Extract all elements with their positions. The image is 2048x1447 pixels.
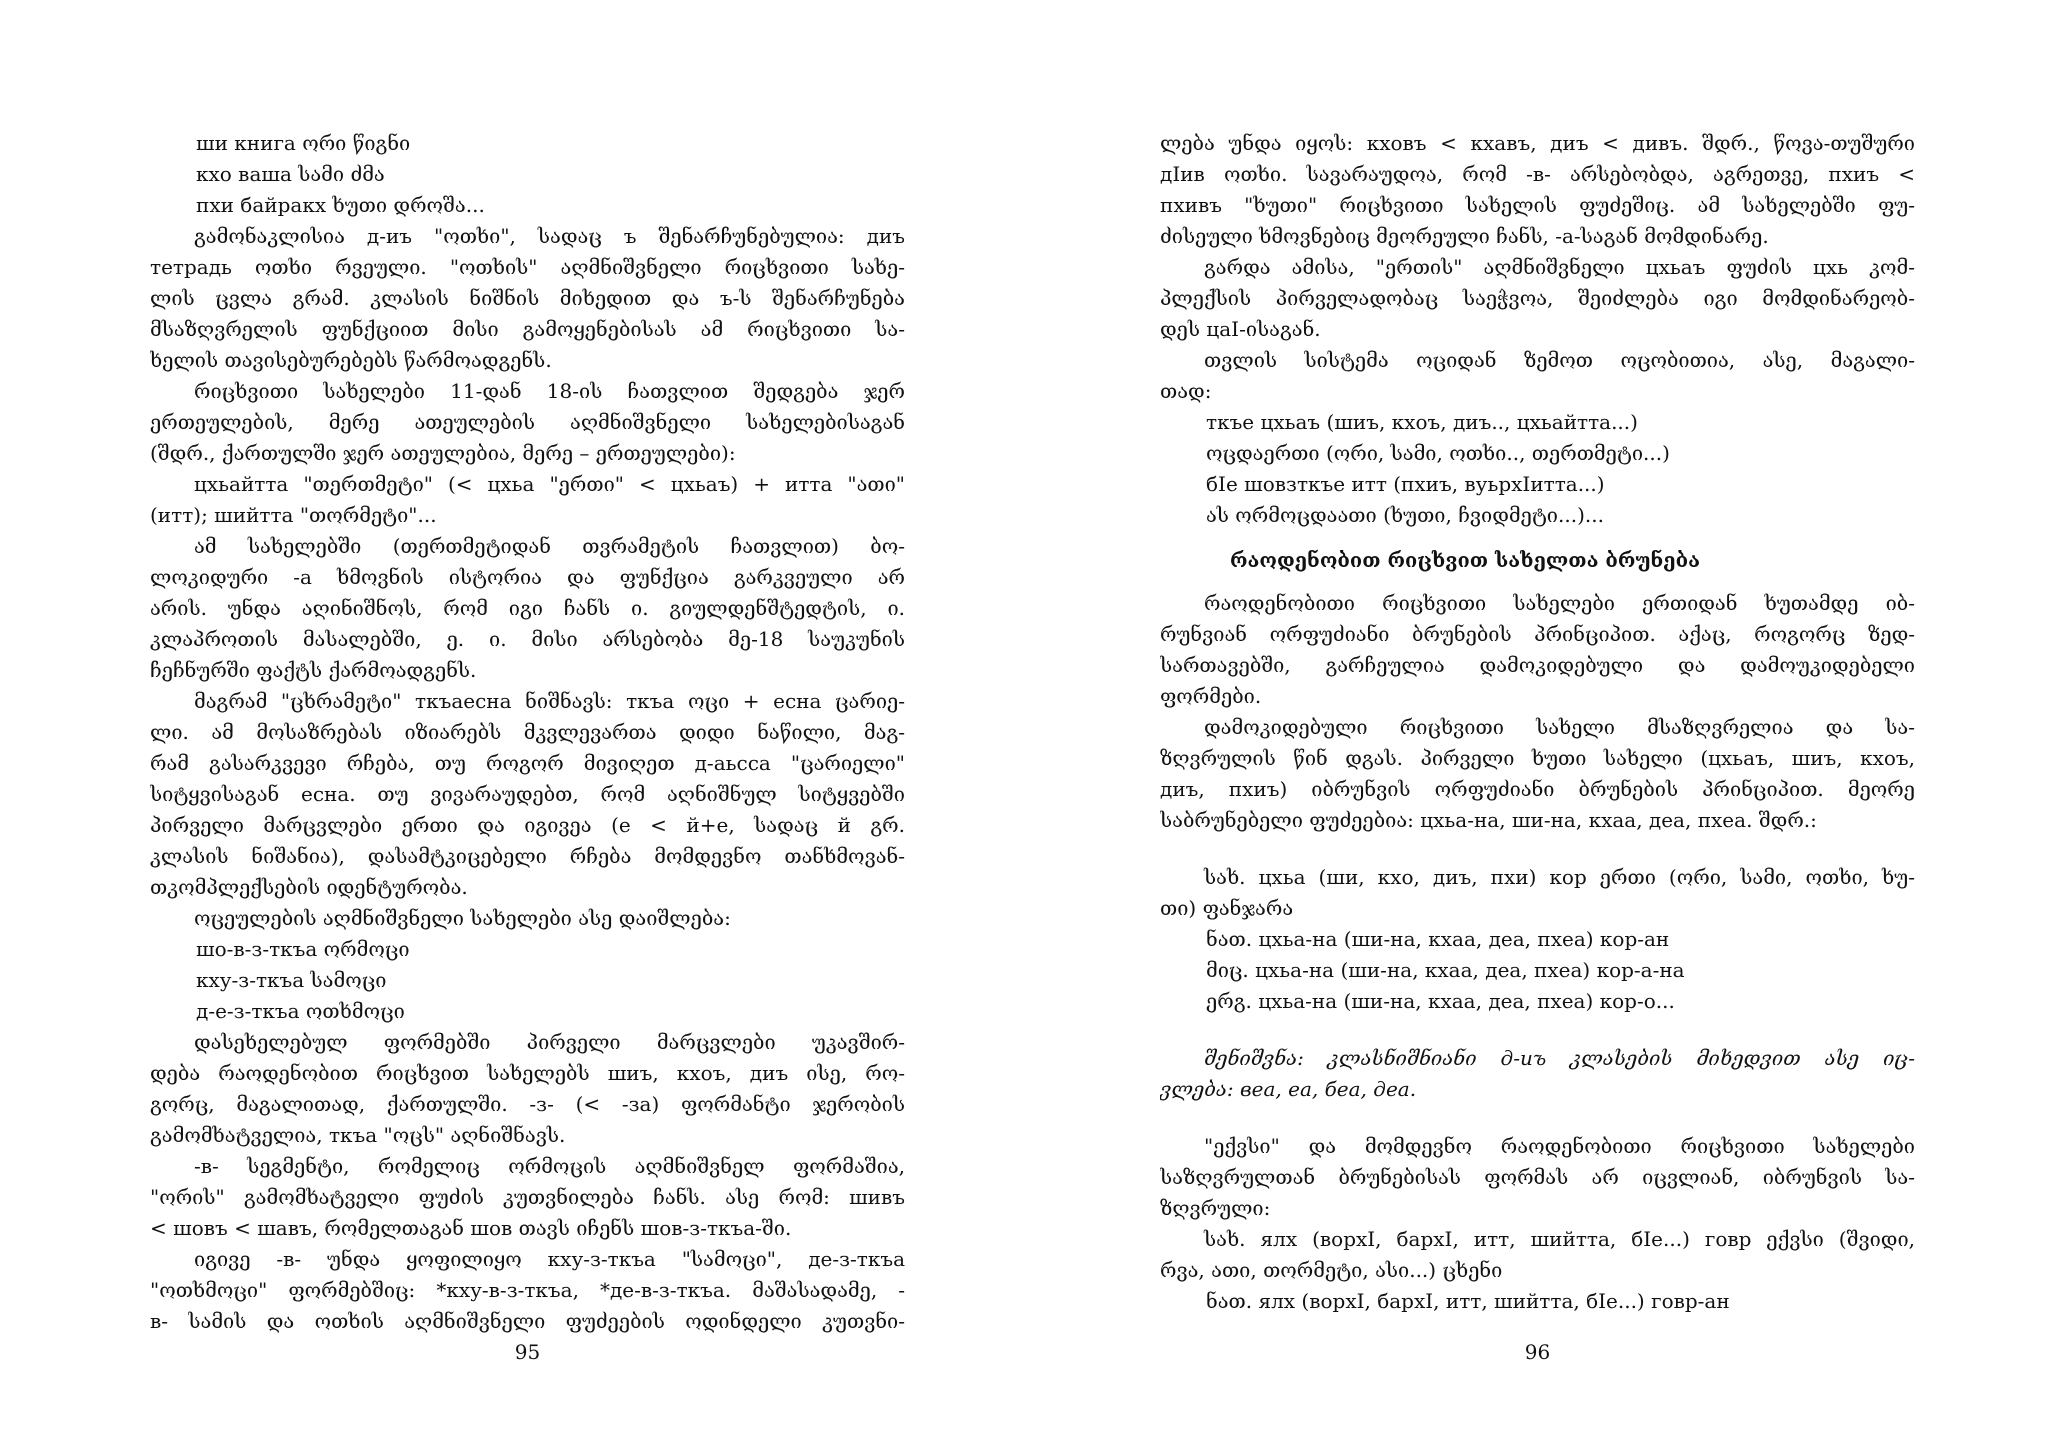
text-line: ზღვრულის წინ დგას. პირველი ხუთი სახელი (цхьаъ, шиъ, кхоъ,	[1160, 746, 1915, 770]
text-line: მაგრამ "ცხრამეტი" ткъаесна ნიშნავს: ткъа ოცი + есна ცარიე-	[194, 689, 905, 713]
text-line: < шовъ < шавъ, რომელთაგან шов თავს იჩენს шов-з-ткъа-ში.	[150, 1216, 792, 1240]
text-line: ოცეულების აღმნიშვნელი სახელები ასე დაიშლება:	[194, 906, 731, 930]
text-line: რაოდენობითი რიცხვითი სახელები ერთიდან ხუთამდე იბ-	[1204, 591, 1915, 615]
text-line: თკომპლექსების იდენტურობა.	[150, 875, 468, 899]
text-line: დასეხელებულ ფორმებში პირველი მარცვლები უკავშირ-	[194, 1030, 905, 1054]
text-line: არის. უნდა აღინიშნოს, რომ იგი ჩანს ი. გიულდენშტედტის, ი.	[150, 596, 905, 620]
text-line: საზღვრულთან ბრუნებისას ფორმას არ იცვლიან, იბრუნვის სა-	[1160, 1165, 1915, 1189]
text-line: -в- სეგმენტი, რომელიც ორმოცის აღმნიშვნელ ფორმაშია,	[194, 1154, 905, 1178]
text-line: ლი. ამ მოსაზრებას იზიარებს მკვლევართა დიდი ნაწილი, მაგ-	[150, 720, 905, 744]
text-line: тетрадь ოთხი რვეული. "ოთხის" აღმნიშვნელი რიცხვითი სახე-	[150, 255, 905, 279]
text-line: шо-в-з-ткъа ორმოცი	[196, 937, 410, 961]
text-line: რვა, ათი, თორმეტი, ასი...) ცხენი	[1160, 1258, 1503, 1282]
text-line: თად:	[1160, 379, 1212, 403]
right-page-text	[1160, 128, 1915, 1317]
text-line: მიც. цхьа-на (ши-на, кхаа, деа, пхеа) кор-а-на	[1206, 958, 1685, 982]
text-line: კლასის ნიშანია), დასამტკიცებელი რჩება მომდევნო თანხმოვან-	[150, 844, 905, 868]
text-line: (итт); шийтта "თორმეტი"...	[150, 503, 437, 527]
text-line: ფორმები.	[1160, 684, 1262, 708]
text-line: დება რაოდენობით რიცხვით სახელებს шиъ, кхоъ, диъ ისე, რო-	[150, 1061, 905, 1085]
text-line: ას ორმოცდაათი (ხუთი, ჩვიდმეტი...)...	[1206, 503, 1604, 527]
text-line: ши книга ორი წიგნი	[196, 131, 411, 155]
text-line: სახ. ялх (ворхI, бархI, итт, шийтта, бIе...) говр ექვსი (შვიდი,	[1204, 1227, 1915, 1251]
text-line: შენიშვნა: კლასნიშნიანი д-иъ კლასების მიხედვით ასე იც-	[1204, 1046, 1915, 1070]
text-line: პლექსის პირველადობაც საეჭვოა, შეიძლება იგი მომდინარეობ-	[1160, 286, 1915, 310]
text-line: გარდა ამისა, "ერთის" აღმნიშვნელი цхьаъ ფუძის цхь კომ-	[1204, 255, 1915, 279]
text-line: დეს цаI-ისაგან.	[1160, 317, 1321, 341]
text-line: ლება უნდა იყოს: кховъ < кхавъ, диъ < дивъ. შდრ., წოვა-თუშური	[1160, 131, 1915, 155]
text-line: ნათ. цхьа-на (ши-на, кхаа, деа, пхеа) кор-ан	[1206, 927, 1670, 951]
section-heading: რაოდენობით რიცხვით სახელთა ბრუნება	[1230, 548, 1700, 572]
text-line: в- სამის და ოთხის აღმნიშვნელი ფუძეების ოდინდელი კუთვნი-	[150, 1309, 905, 1333]
text-line: კლაპროთის მასალებში, ე. ი. მისი არსებობა მე-18 საუკუნის	[150, 627, 905, 651]
text-line: ერთეულების, მერე ათეულების აღმნიშვნელი სახელებისაგან	[150, 410, 905, 434]
text-line: ლის ცვლა გრამ. კლასის ნიშნის მიხედით და ъ-ს შენარჩუნება	[150, 286, 905, 310]
text-line: რუნვიან ორფუძიანი ბრუნების პრინციპით. აქაც, როგორც ზედ-	[1160, 622, 1915, 646]
text-line: ხელის თავისებურებებს წარმოადგენს.	[150, 348, 552, 372]
text-line: იგივე -в- უნდა ყოფილიყო кху-з-ткъа "სამოცი", де-з-ткъа	[194, 1247, 905, 1271]
text-line: რიცხვითი სახელები 11-დან 18-ის ჩათვლით შედგება ჯერ	[194, 379, 905, 403]
text-line: გამომხატველია, ткъа "ოცს" აღნიშნავს.	[150, 1123, 566, 1147]
text-line: სართავებში, გარჩეულია დამოკიდებული და დამოუკიდებელი	[1160, 653, 1915, 677]
text-line: ამ სახელებში (თერთმეტიდან თვრამეტის ჩათვლით) ბო-	[194, 534, 905, 558]
text-line: дIив ოთხი. სავარაუდოა, რომ -в- არსებობდა, აგრეთვე, пхиъ <	[1160, 162, 1915, 186]
text-line: "ოთხმოცი" ფორმებშიც: *кху-в-з-ткъа, *де-в-з-ткъа. მაშასადამე, -	[150, 1278, 905, 1302]
text-line: (შდრ., ქართულში ჯერ ათეულებია, მერე – ერთეულები):	[150, 441, 736, 465]
text-line: ткъе цхьаъ (шиъ, кхоъ, диъ.., цхьайтта...)	[1206, 410, 1638, 434]
text-line: пхи байракх ხუთი დროშა...	[196, 193, 485, 217]
left-page-number: 95	[514, 1340, 541, 1364]
text-line: бIе шовзткъе итт (пхиъ, вуьрхIитта...)	[1206, 472, 1605, 496]
text-line: მსაზღვრელის ფუნქციით მისი გამოყენებისას ამ რიცხვითი სა-	[150, 317, 905, 341]
text-line: სახ. цхьа (ши, кхо, диъ, пхи) кор ერთი (ორი, სამი, ოთხი, ხუ-	[1204, 865, 1915, 889]
text-line: პირველი მარცვლები ერთი და იგივეა (е < й+е, სადაც й გრ.	[150, 813, 905, 837]
text-line: თვლის სისტემა ოციდან ზემოთ ოცობითია, ასე, მაგალი-	[1204, 348, 1915, 372]
text-line: кху-з-ткъа სამოცი	[196, 968, 387, 992]
text-line: რამ გასარკვევი რჩება, თუ როგორ მივიღეთ д-аьсса "ცარიელი"	[150, 751, 905, 775]
text-line: ჩეჩნურში ფაქტს ქარმოადგენს.	[150, 658, 477, 682]
text-line: диъ, пхиъ) იბრუნვის ორფუძიანი ბრუნების პრინციპით. მეორე	[1160, 777, 1915, 801]
text-line: ერგ. цхьа-на (ши-на, кхаа, деа, пхеа) кор-о...	[1206, 989, 1675, 1013]
paragraph-gap	[1160, 1017, 1915, 1043]
text-line: ლოკიდური -а ხმოვნის ისტორია და ფუნქცია გარკვეული არ	[150, 565, 905, 589]
text-line: ზღვრული:	[1160, 1196, 1271, 1220]
text-line: ოცდაერთი (ორი, სამი, ოთხი.., თერთმეტი...)	[1206, 441, 1670, 465]
text-line: სიტყვისაგან есна. თუ ვივარაუდებთ, რომ აღნიშნულ სიტყვებში	[150, 782, 905, 806]
text-line: გორც, მაგალითად, ქართულში. -з- (< -за) ფორმანტი ჯერობის	[150, 1092, 905, 1116]
paragraph-gap	[1160, 1105, 1915, 1131]
text-line: ძისეული ხმოვნებიც მეორეული ჩანს, -а-საგან მომდინარე.	[1160, 224, 1769, 248]
text-line: თი) ფანჯარა	[1160, 896, 1294, 920]
text-line: д-е-з-ткъа ოთხმოცი	[196, 999, 405, 1023]
text-line: кхо ваша სამი ძმა	[196, 162, 385, 186]
left-page	[150, 0, 905, 1447]
text-line: ნათ. ялх (ворхI, бархI, итт, шийтта, бIе...) говр-ан	[1206, 1289, 1730, 1313]
text-line: გამონაკლისია д-иъ "ოთხი", სადაც ъ შენარჩუნებულია: диъ	[194, 224, 905, 248]
text-line: საბრუნებელი ფუძეებია: цхьа-на, ши-на, кхаа, деа, пхеа. შდრ.:	[1160, 808, 1817, 832]
text-line: "ორის" გამომხატველი ფუძის კუთვნილება ჩანს. ასე რომ: шивъ	[150, 1185, 905, 1209]
text-line: пхивъ "ხუთი" რიცხვითი სახელის ფუძეშიც. ამ სახელებში ფუ-	[1160, 193, 1915, 217]
text-line: "ექვსი" და მომდევნო რაოდენობითი რიცხვითი სახელები	[1204, 1134, 1915, 1158]
text-line: ვლება: веа, еа, беа, деа.	[1160, 1077, 1417, 1101]
paragraph-gap	[1160, 836, 1915, 862]
text-line: цхьайтта "თერთმეტი" (< цхьа "ერთი" < цхьаъ) + итта "ათი"	[194, 472, 905, 496]
right-page	[1160, 0, 1915, 1447]
text-line: დამოკიდებული რიცხვითი სახელი მსაზღვრელია და სა-	[1204, 715, 1915, 739]
left-page-text	[150, 128, 905, 1337]
right-page-number: 96	[1524, 1340, 1551, 1364]
